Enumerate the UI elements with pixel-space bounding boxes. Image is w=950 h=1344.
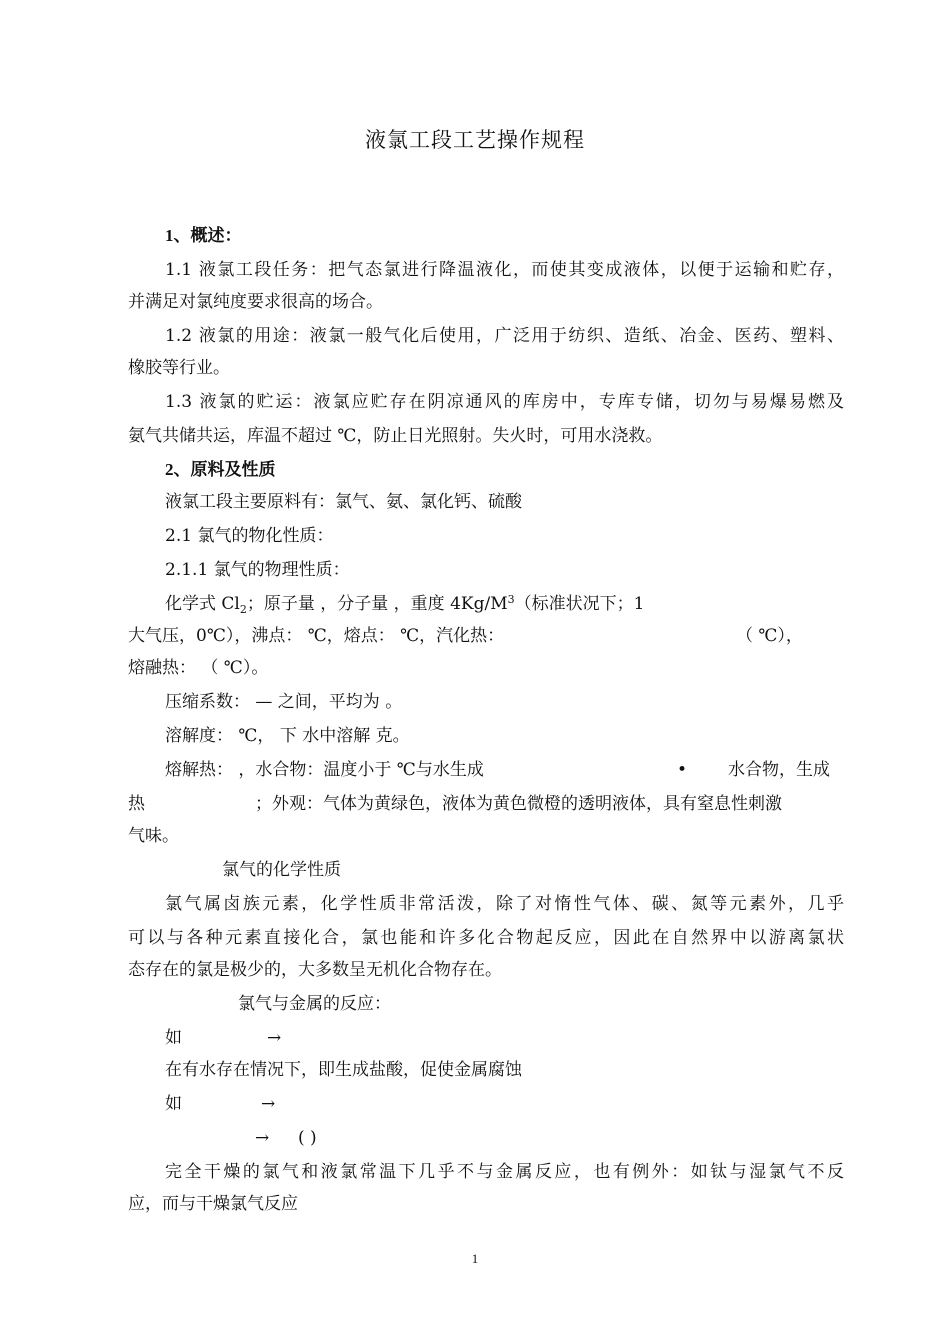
formula-subscript: 2 [239,603,247,616]
paragraph-line: 熔融热： （ ℃）。 [128,658,269,678]
subsection-heading: 2.1 氯气的物化性质： [165,526,334,546]
paragraph-line: 1.1 液氯工段任务：把气态氯进行降温液化，而使其变成液体，以便于运输和贮存， [165,260,844,280]
paragraph-line: 氯气属卤族元素，化学性质非常活泼，除了对惰性气体、碳、氮等元素外，几乎 [165,894,844,914]
unit-superscript: 3 [507,593,515,606]
paragraph-line: 并满足对氯纯度要求很高的场合。 [128,292,383,312]
arrow-icon: → [267,1028,282,1048]
property-text: 熔解热： ，水合物：温度小于 ℃与水生成 [165,760,484,780]
section-heading-overview: 1、概述： [165,226,242,245]
subsection-heading: 2.1.1 氯气的物理性质： [165,560,350,580]
paragraph-line: 氨气共储共运，库温不超过 ℃，防止日光照射。失火时，可用水浇救。 [128,426,663,446]
property-text: （ ℃）， [736,626,803,646]
property-text: 水合物，生成 [728,760,830,780]
formula-text: 化学式 Cl [165,594,240,614]
paragraph-line: 可以与各种元素直接化合，氯也能和许多化合物起反应，因此在自然界中以游离氯状 [128,928,844,948]
paragraph-line: 橡胶等行业。 [128,358,230,378]
arrow-icon: → [261,1094,276,1114]
reaction-text: ( ) [298,1128,317,1148]
paragraph-line: 在有水存在情况下，即生成盐酸，促使金属腐蚀 [165,1060,522,1080]
paragraph-line: 完全干燥的氯气和液氯常温下几乎不与金属反应，也有例外：如钛与湿氯气不反 [165,1162,844,1182]
paragraph-line: 1.3 液氯的贮运：液氯应贮存在阴凉通风的库房中，专库专储，切勿与易爆易燃及 [165,392,844,412]
property-text: ；外观：气体为黄绿色，液体为黄色微橙的透明液体，具有窒息性刺激 [255,794,782,814]
reaction-line [165,1026,844,1050]
property-text: （标准状况下；1 [514,594,645,614]
paragraph-line: 应，而与干燥氯气反应 [128,1194,298,1214]
paragraph-line: 1.2 液氯的用途：液氯一般气化后使用，广泛用于纺织、造纸、冶金、医药、塑料、 [165,326,844,346]
arrow-icon: → [255,1128,270,1148]
paragraph-line [165,758,844,782]
page-number: 1 [471,1251,479,1266]
section-heading-materials: 2、原料及性质 [165,460,276,479]
reaction-text: 如 [165,1094,182,1114]
subsection-heading: 氯气与金属的反应： [238,994,391,1014]
property-text: 大气压，0℃），沸点： ℃，熔点： ℃，汽化热： [128,626,505,646]
page-title: 液氯工段工艺操作规程 [365,128,585,152]
property-text: ；原子量 ，分子量 ，重度 4Kg/M [246,594,508,614]
paragraph-line: 气味。 [128,826,179,846]
subsection-heading: 氯气的化学性质 [222,860,341,880]
reaction-line [165,1092,844,1116]
paragraph-line: 液氯工段主要原料有：氯气、氨、氯化钙、硫酸 [165,492,522,512]
paragraph-line: 溶解度： ℃， 下 水中溶解 克。 [165,726,410,746]
property-text: 热 [128,794,145,814]
paragraph-line: 态存在的氯是极少的，大多数呈无机化合物存在。 [128,960,502,980]
reaction-text: 如 [165,1028,182,1048]
paragraph-line [128,624,844,648]
bullet-dot: • [677,760,688,780]
paragraph-line-formula [165,592,844,616]
paragraph-line: 压缩系数： — 之间，平均为 。 [165,692,403,712]
paragraph-line [128,792,844,816]
